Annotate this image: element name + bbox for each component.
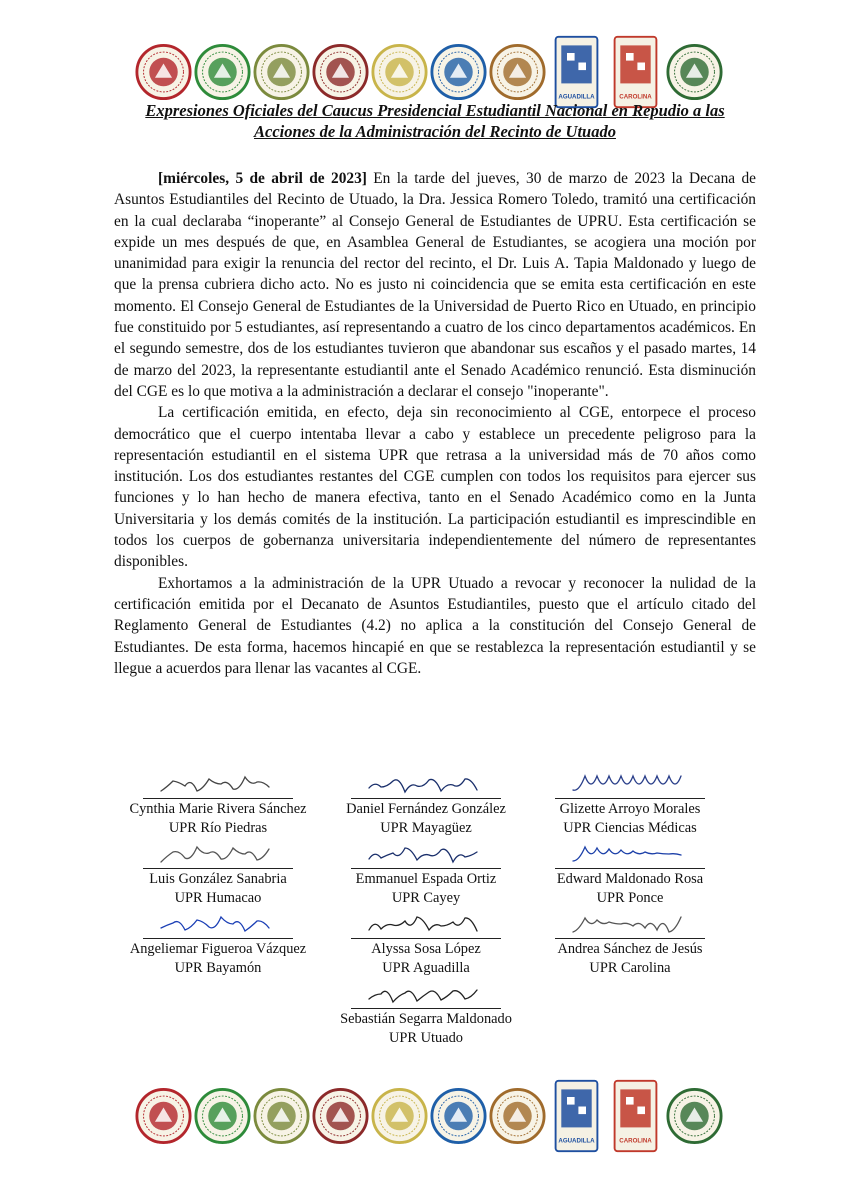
seal-row-bottom bbox=[135, 1076, 853, 1156]
seal-cayey-top bbox=[312, 34, 369, 110]
signatory-name: Sebastián Segarra Maldonado bbox=[340, 1011, 512, 1027]
seal-carolina-bottom bbox=[607, 1078, 664, 1154]
signatory-campus: UPR Río Piedras bbox=[168, 820, 268, 836]
title-line-2: Acciones de la Administración del Recinto de Utuado bbox=[254, 122, 616, 141]
signature-line bbox=[143, 938, 293, 939]
signature-line bbox=[351, 798, 501, 799]
seal-mayaguez-top bbox=[194, 34, 251, 110]
svg-text:AGUADILLA: AGUADILLA bbox=[558, 93, 595, 101]
handwritten-signature bbox=[361, 840, 491, 868]
signatory-campus: UPR Ciencias Médicas bbox=[563, 820, 697, 836]
signatory-3 bbox=[500, 770, 760, 838]
signatory-campus: UPR Mayagüez bbox=[380, 820, 472, 836]
seal-humacao-top bbox=[371, 34, 428, 110]
title-line-1: Expresiones Oficiales del Caucus Presidencial Estudiantil Nacional en Repudio a las bbox=[145, 101, 725, 120]
signatory-name: Cynthia Marie Rivera Sánchez bbox=[129, 801, 307, 817]
handwritten-signature bbox=[361, 770, 491, 798]
seal-mayaguez-bottom bbox=[194, 1078, 251, 1154]
seal-humacao-bottom bbox=[371, 1078, 428, 1154]
signatory-6 bbox=[500, 840, 760, 908]
handwritten-signature bbox=[153, 910, 283, 938]
signatory-campus: UPR Bayamón bbox=[174, 960, 262, 976]
seal-rio-piedras-top bbox=[135, 34, 192, 110]
signatory-campus: UPR Carolina bbox=[589, 960, 671, 976]
paragraph-1-text: En la tarde del jueves, 30 de marzo de 2023 la Decana de Asuntos Estudiantiles del Recinto de Utuado, la Dra. Jessica Romero Toledo, tramitó una certificación en la cual declaraba “inoperante” al Consejo General de Estudiantes de UPRU. Esta certificación se expide un mes después de que, en Asamblea General de Estudiantes, se acogiera una moción por unanimidad para exigir la renuncia del rector del recinto, el Dr. Luis A. Tapia Maldonado y luego de que la prensa cubriera dicho acto. No es justo ni coincidencia que se emita esta certificación en este momento. El Consejo General de Estudiantes de la Universidad de Puerto Rico en Utuado, en principio fue constituido por 5 estudiantes, así representando a cuatro de los cinco departamentos académicos. En el segundo semestre, dos de los estudiantes tuvieron que abandonar sus escaños y el pasado martes, 14 de marzo del 2023, la representante estudiantil ante el Senado Académico renunció. Esta disminución del CGE es lo que motiva a la administración a declarar el consejo "inoperante". bbox=[114, 170, 756, 400]
handwritten-signature bbox=[361, 980, 491, 1008]
signature-line bbox=[351, 868, 501, 869]
signatory-campus: UPR Utuado bbox=[389, 1030, 463, 1046]
signatory-10 bbox=[296, 980, 556, 1048]
seal-arecibo-bottom bbox=[489, 1078, 546, 1154]
signatory-campus: UPR Cayey bbox=[391, 890, 461, 906]
paragraph-2: La certificación emitida, en efecto, deja sin reconocimiento al CGE, entorpece el proceso democrático que el cuerpo intentaba llevar a cabo y establece un precedente peligroso para la representación estudiantil en el sistema UPR que retrasa a la universidad más de 70 años como institución. Los dos estudiantes restantes del CGE cumplen con todos los requisitos para ejercer sus funciones y lo han hecho de manera efectiva, tanto en el Senado Académico como en la Junta Universitaria y los demás comités de la institución. La participación estudiantil es imprescindible en todos los cuerpos de gobernanza universitaria independientemente del número de representantes disponibles. bbox=[114, 404, 756, 571]
signature-line bbox=[143, 868, 293, 869]
signatory-name: Emmanuel Espada Ortiz bbox=[355, 871, 497, 887]
svg-text:AGUADILLA: AGUADILLA bbox=[558, 1137, 595, 1145]
seal-aguadilla-bottom bbox=[548, 1078, 605, 1154]
seal-carolina-top bbox=[607, 34, 664, 110]
seal-aguadilla-top bbox=[548, 34, 605, 110]
seal-rio-piedras-bottom bbox=[135, 1078, 192, 1154]
seal-arecibo-top bbox=[489, 34, 546, 110]
seal-ciencias-medicas-bottom bbox=[253, 1078, 310, 1154]
signatory-name: Luis González Sanabria bbox=[149, 871, 287, 887]
handwritten-signature bbox=[361, 910, 491, 938]
document-body bbox=[114, 168, 756, 679]
signature-line bbox=[143, 798, 293, 799]
seal-ciencias-medicas-top bbox=[253, 34, 310, 110]
signatory-9 bbox=[500, 910, 760, 978]
handwritten-signature bbox=[153, 770, 283, 798]
handwritten-signature bbox=[565, 770, 695, 798]
seal-ponce-top bbox=[430, 34, 487, 110]
signatory-campus: UPR Humacao bbox=[174, 890, 262, 906]
signatory-name: Angeliemar Figueroa Vázquez bbox=[129, 941, 307, 957]
handwritten-signature bbox=[565, 840, 695, 868]
signature-line bbox=[555, 798, 705, 799]
seal-utuado-top bbox=[666, 34, 723, 110]
signatory-name: Andrea Sánchez de Jesús bbox=[557, 941, 703, 957]
handwritten-signature bbox=[153, 840, 283, 868]
paragraph-3: Exhortamos a la administración de la UPR Utuado a revocar y reconocer la nulidad de la certificación emitida por el Decanato de Asuntos Estudiantiles, puesto que el artículo citado del Reglamento General de Estudiantes (4.2) no aplica a la constitución del Consejo General de Estudiantes. De esta forma, hacemos hincapié en que se restablezca la representación estudiantil y se llegue a acuerdos para llenar las vacantes al CGE. bbox=[114, 574, 756, 677]
signatory-name: Edward Maldonado Rosa bbox=[556, 871, 704, 887]
signature-line bbox=[351, 1008, 501, 1009]
date-tag: [miércoles, 5 de abril de 2023] bbox=[158, 170, 367, 187]
seal-utuado-bottom bbox=[666, 1078, 723, 1154]
seal-cayey-bottom bbox=[312, 1078, 369, 1154]
signature-line bbox=[351, 938, 501, 939]
signatory-name: Daniel Fernández González bbox=[346, 801, 506, 817]
svg-text:CAROLINA: CAROLINA bbox=[619, 1137, 652, 1145]
signatory-name: Alyssa Sosa López bbox=[371, 941, 481, 957]
signatory-campus: UPR Ponce bbox=[596, 890, 664, 906]
signature-line bbox=[555, 938, 705, 939]
signature-line bbox=[555, 868, 705, 869]
handwritten-signature bbox=[565, 910, 695, 938]
signatory-campus: UPR Aguadilla bbox=[382, 960, 470, 976]
svg-text:CAROLINA: CAROLINA bbox=[619, 93, 652, 101]
paragraph-1 bbox=[114, 168, 756, 402]
document-title bbox=[90, 100, 780, 142]
seal-ponce-bottom bbox=[430, 1078, 487, 1154]
signatory-name: Glizette Arroyo Morales bbox=[559, 801, 701, 817]
